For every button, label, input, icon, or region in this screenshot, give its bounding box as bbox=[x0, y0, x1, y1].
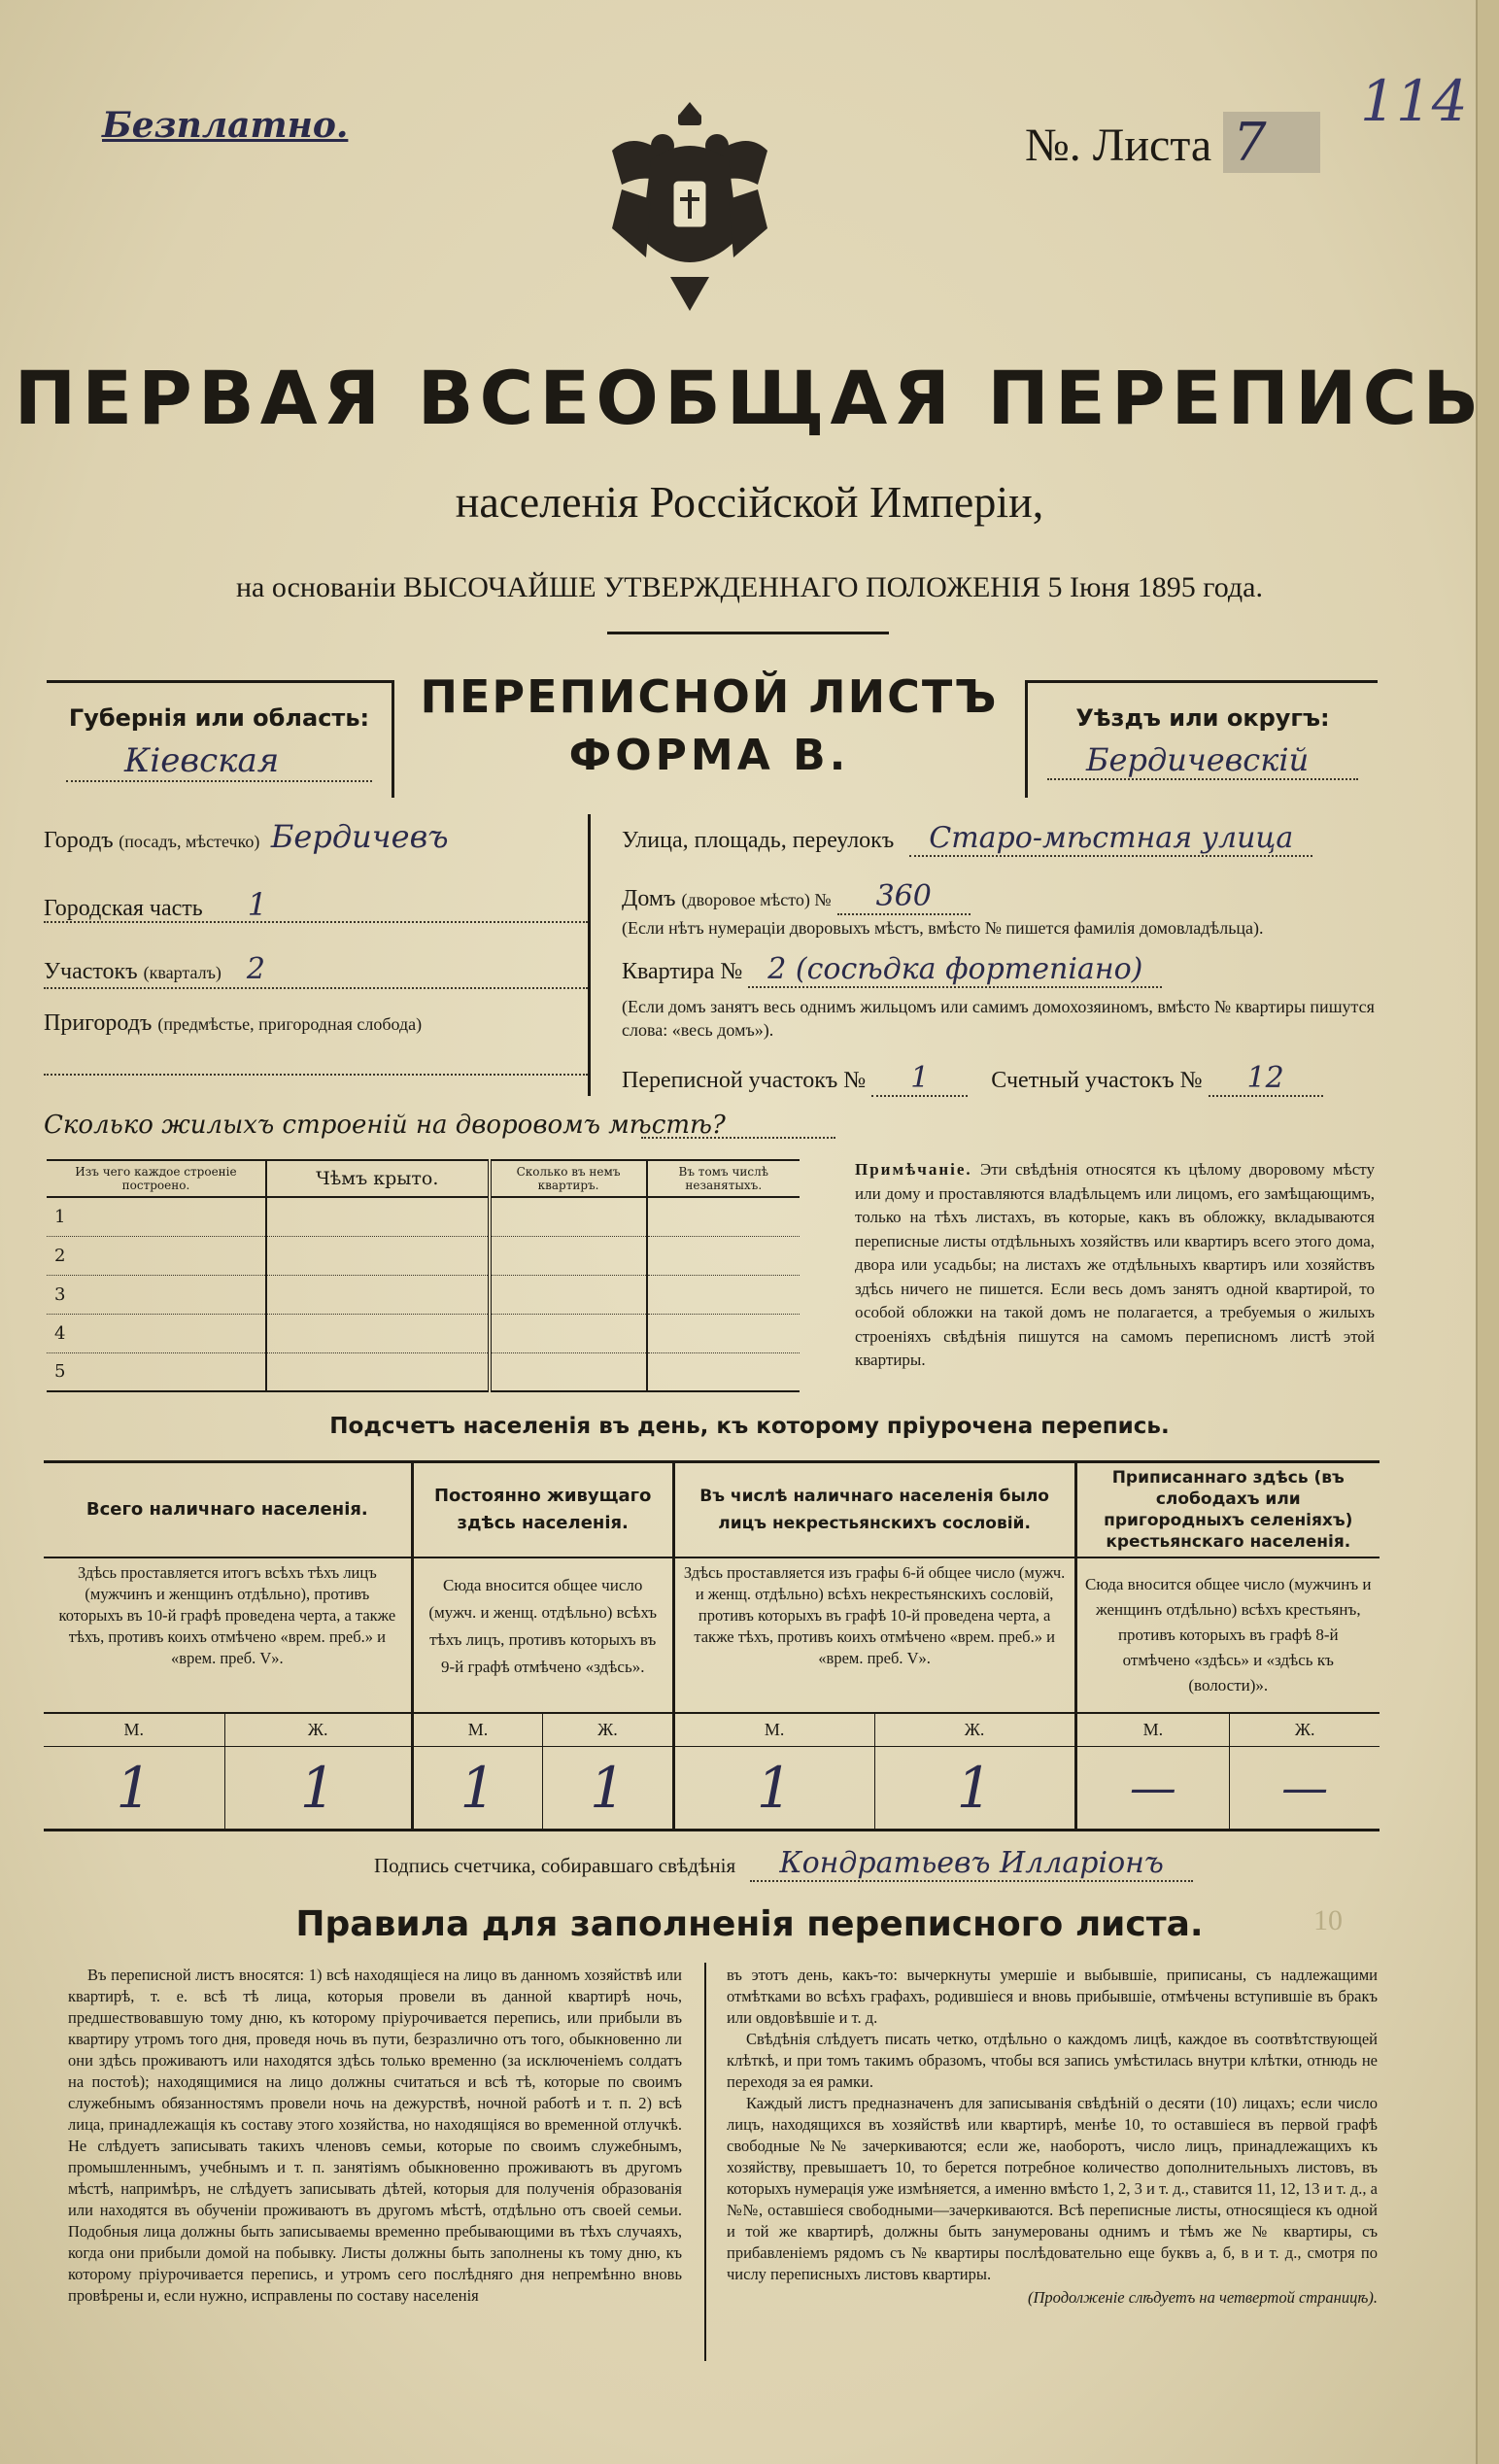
street-label: Улица, площадь, переулокъ bbox=[622, 828, 895, 853]
house-value: 360 bbox=[837, 879, 971, 915]
census-area-value: 1 bbox=[871, 1061, 968, 1097]
buildings-col-vacant: Въ томъ числѣ незанятыхъ. bbox=[647, 1160, 801, 1197]
buildings-row bbox=[47, 1352, 800, 1391]
buildings-table bbox=[47, 1159, 800, 1392]
suburb-hint: (предмѣстье, пригородная слобода) bbox=[157, 1014, 423, 1034]
count-total-z: 1 bbox=[224, 1746, 412, 1830]
count-area-value: 12 bbox=[1209, 1061, 1323, 1097]
count-title: Подсчетъ населенія въ день, къ которому пріурочена перепись. bbox=[329, 1414, 1170, 1439]
count-area-label: Счетный участокъ № bbox=[991, 1068, 1203, 1093]
uezd-label: Уѣздъ или округъ: bbox=[1075, 704, 1330, 732]
count-col-total-head: Всего наличнаго населенія. bbox=[44, 1462, 412, 1558]
count-table bbox=[44, 1460, 1380, 1831]
count-z-label: Ж. bbox=[1230, 1713, 1380, 1746]
address-divider bbox=[588, 814, 591, 1096]
count-m-label: М. bbox=[412, 1713, 542, 1746]
rules-right-part-2: Свѣдѣнія слѣдуетъ писать четко, отдѣльно о каждомъ лицѣ, каждое въ соотвѣтствующей клѣткѣ, и при томъ такимъ образомъ, чтобы вся запись умѣстилась внутри клѣтки, отнюдь не переходя за ея рамки. bbox=[727, 2030, 1378, 2091]
apt-note: (Если домъ занятъ весь однимъ жильцомъ или самимъ домохозяиномъ, вмѣсто № квартиры пишутся слова: «весь домъ»). bbox=[622, 997, 1375, 1040]
count-m-label: М. bbox=[44, 1713, 224, 1746]
count-head-row bbox=[44, 1462, 1380, 1558]
count-col-peasant-desc: Сюда вносится общее число (мужчинъ и женщинъ отдѣльно) всѣхъ крестьянъ, противъ которыхъ въ графѣ 8-й отмѣчено «здѣсь» и «здѣсь къ (волости)». bbox=[1075, 1557, 1380, 1713]
buildings-col-material: Изъ чего каждое строеніе построено. bbox=[47, 1160, 266, 1197]
count-col-permanent-head: Постоянно живущаго здѣсь населенія. bbox=[412, 1462, 673, 1558]
part-row bbox=[44, 886, 267, 923]
gubernia-label: Губернія или область: bbox=[68, 704, 370, 732]
count-col-nonpeasant-head: Въ числѣ наличнаго населенія было лицъ некрестьянскихъ сословій. bbox=[673, 1462, 1075, 1558]
rules-right-part-1: въ этотъ день, какъ-то: вычеркнуты умершіе и выбывшіе, приписаны, съ надлежащими отмѣтками во всѣхъ графахъ, родившіеся и вновь прибывшіе, отмѣчены вступившіе въ бракъ или овдовѣвшіе и т. д. bbox=[727, 1966, 1378, 2027]
buildings-row-number: 5 bbox=[47, 1352, 266, 1391]
free-label: Безплатно. bbox=[102, 105, 349, 146]
corner-number: 114 bbox=[1360, 68, 1468, 134]
buildings-row bbox=[47, 1197, 800, 1236]
suburb-label: Пригородъ bbox=[44, 1010, 153, 1036]
suburb-row bbox=[44, 1010, 422, 1037]
city-row bbox=[44, 818, 573, 855]
street-value: Старо-мѣстная улица bbox=[909, 821, 1312, 857]
buildings-row bbox=[47, 1275, 800, 1314]
rules-divider bbox=[704, 1963, 706, 2361]
buildings-note bbox=[855, 1158, 1375, 1373]
gubernia-box bbox=[47, 680, 394, 798]
buildings-col-flats: Сколько въ немъ квартиръ. bbox=[490, 1160, 647, 1197]
buildings-row bbox=[47, 1314, 800, 1352]
sheet-number-value: 7 bbox=[1223, 112, 1320, 173]
count-values-row bbox=[44, 1746, 1380, 1830]
buildings-col-roof: Чѣмъ крыто. bbox=[266, 1160, 490, 1197]
buildings-header-row bbox=[47, 1160, 800, 1197]
bleed-page-mark: 10 bbox=[1313, 1904, 1343, 1936]
buildings-row-number: 3 bbox=[47, 1275, 266, 1314]
census-area-row bbox=[622, 1061, 1323, 1095]
count-permanent-m: 1 bbox=[412, 1746, 542, 1830]
city-hint: (посадъ, мѣстечко) bbox=[119, 832, 260, 851]
buildings-row bbox=[47, 1236, 800, 1275]
apt-row bbox=[622, 952, 1162, 986]
title-rule bbox=[607, 632, 889, 634]
buildings-row-number: 4 bbox=[47, 1314, 266, 1352]
count-col-total-desc: Здѣсь проставляется итогъ всѣхъ тѣхъ лицъ (мужчинъ и женщинъ отдѣльно), противъ которыхъ въ 10-й графѣ проведена черта, а также тѣхъ, противъ коихъ отмѣчено «врем. преб.» и «врем. преб. V». bbox=[44, 1557, 412, 1713]
buildings-row-number: 2 bbox=[47, 1236, 266, 1275]
district-hint: (кварталъ) bbox=[143, 963, 221, 982]
count-sex-row bbox=[44, 1713, 1380, 1746]
rules-right-column bbox=[727, 1965, 1378, 2309]
gubernia-value: Кіевская bbox=[66, 741, 372, 782]
signature-row bbox=[374, 1846, 1193, 1880]
note-text: Эти свѣдѣнія относятся къ цѣлому дворовому мѣсту или дому и проставляются владѣльцемъ или лицомъ, его замѣщающимъ, только на тѣхъ листахъ, въ которые, какъ въ обложку, вкладываются переписные листы отдѣльныхъ хозяйствъ или квартиръ всего этого дома, двора или усадьбы; на листахъ же отдѣльныхъ квартиръ или хозяйствъ здѣсь ничего не пишется. Если весь домъ занятъ одной квартирой, то особой обложки на такой домъ не полагается, а требуемыя о жилыхъ строеніяхъ свѣдѣнія пишутся на самомъ переписномъ листѣ этой квартиры. bbox=[855, 1160, 1376, 1369]
count-z-label: Ж. bbox=[224, 1713, 412, 1746]
buildings-question: Сколько жилыхъ строеній на дворовомъ мѣстѣ? bbox=[44, 1111, 726, 1140]
signature-label: Подпись счетчика, собиравшаго свѣдѣнія bbox=[374, 1854, 736, 1877]
district-label: Участокъ bbox=[44, 959, 138, 984]
rules-continued: (Продолженіе слѣдуетъ на четвертой страницѣ). bbox=[1028, 2288, 1378, 2307]
count-z-label: Ж. bbox=[874, 1713, 1075, 1746]
sheet-label-text: №. Листа bbox=[1025, 120, 1212, 171]
signature-value: Кондратьевъ Илларіонъ bbox=[750, 1846, 1193, 1882]
count-desc-row bbox=[44, 1557, 1380, 1713]
count-peasant-z: — bbox=[1230, 1746, 1380, 1830]
rules-title: Правила для заполненія переписного листа. bbox=[295, 1904, 1204, 1944]
census-title: ПЕРВАЯ ВСЕОБЩАЯ ПЕРЕПИСЬ bbox=[14, 355, 1485, 441]
count-m-label: М. bbox=[1075, 1713, 1230, 1746]
sheet-number-label bbox=[1025, 112, 1320, 173]
note-label: Примѣчаніе. bbox=[855, 1160, 972, 1179]
rules-right-part-3: Каждый листъ предназначенъ для записыванія свѣдѣній о десяти (10) лицахъ; если число лицъ, находящихся въ хозяйствѣ или квартирѣ, менѣе 10, то оставшіеся въ первой графѣ свободные №№ зачеркиваются; если же, наоборотъ, число лицъ, принадлежащихъ къ хозяйству, превышаетъ 10, то берется потребное количество дополнительныхъ листовъ, въ которыхъ нумерація уже измѣняется, а именно вмѣсто 1, 2, 3 и т. д., ставится 11, 12, 13 и т. д., а №№, оставшіеся свободными—зачеркиваются. Всѣ переписные листы, относящіеся къ одной и той же квартирѣ, должны быть занумерованы однимъ и тѣмъ же № квартиры, съ прибавленіемъ рядомъ съ № квартиры послѣдовательно еще буквъ а, б, в и т. д., смотря по числу переписныхъ листовъ квартиры. bbox=[727, 2094, 1378, 2283]
uezd-box bbox=[1025, 680, 1378, 798]
form-name: ПЕРЕПИСНОЙ ЛИСТЪ bbox=[420, 670, 999, 723]
count-col-nonpeasant-desc: Здѣсь проставляется изъ графы 6-й общее число (мужч. и женщ. отдѣльно) всѣхъ некрестьянскихъ сословій, противъ которыхъ въ графѣ 10-й проведена черта, а также тѣхъ, противъ коихъ отмѣчено «врем. преб.» и «врем. преб. V». bbox=[673, 1557, 1075, 1713]
apt-label: Квартира № bbox=[622, 959, 743, 984]
count-total-m: 1 bbox=[44, 1746, 224, 1830]
count-col-permanent-desc: Сюда вносится общее число (мужч. и женщ. отдѣльно) всѣхъ тѣхъ лицъ, противъ которыхъ въ 9-й графѣ отмѣчено «здѣсь». bbox=[412, 1557, 673, 1713]
house-hint: (дворовое мѣсто) № bbox=[681, 890, 832, 909]
house-row bbox=[622, 879, 971, 913]
city-value: Бердичевъ bbox=[270, 818, 449, 855]
district-row bbox=[44, 952, 265, 986]
part-value: 1 bbox=[247, 886, 268, 923]
count-peasant-m: — bbox=[1075, 1746, 1230, 1830]
rules-left-column: Въ переписной листъ вносятся: 1) всѣ находящіеся на лицо въ данномъ хозяйствѣ или квартирѣ, т. е. всѣ тѣ лица, которыя провели въ данной квартирѣ ночь, предшествовавшую тому дню, къ которому пріурочивается перепись, или прибыли въ квартиру утромъ того дня, проведя ночь въ пути, безразлично отъ того, обыкновенно ли они здѣсь проживаютъ или находятся здѣсь только временно (за исключеніемъ солдатъ на постоѣ); находящимися на лицо должны считаться и всѣ тѣ, которые по своимъ служебнымъ обязанностямъ провели ночь на дежурствѣ, ночной работѣ и т. п. 2) всѣ лица, принадлежащія къ составу этого хозяйства, но находящіяся во временной отлучкѣ. Не слѣдуетъ записывать такихъ членовъ семьи, которые по своимъ служебнымъ, промышленнымъ, учебнымъ и т. п. занятіямъ обыкновенно проживаютъ въ другомъ мѣстѣ, напримѣръ, не слѣдуетъ записывать дѣтей, которыя для полученія образованія или находятся въ обученіи проживаютъ въ другомъ мѣстѣ, отдѣльно отъ своей семьи. Подобныя лица должны быть записываемы временно пребывающими въ тѣхъ случаяхъ, когда они прибыли домой на побывку. Листы должны быть заполнены къ тому дню, къ которому пріурочивается перепись, и утромъ сего послѣдняго дня непремѣнно вновь провѣрены и, если нужно, исправлены по составу населенія bbox=[68, 1966, 682, 2305]
census-area-label: Переписной участокъ № bbox=[622, 1068, 867, 1093]
count-nonpeasant-z: 1 bbox=[874, 1746, 1075, 1830]
buildings-row-number: 1 bbox=[47, 1197, 266, 1236]
part-label: Городская часть bbox=[44, 896, 203, 921]
street-row bbox=[622, 821, 1312, 855]
count-nonpeasant-m: 1 bbox=[673, 1746, 874, 1830]
district-value: 2 bbox=[246, 952, 265, 986]
house-label: Домъ bbox=[622, 886, 676, 911]
city-label: Городъ bbox=[44, 828, 114, 853]
count-col-peasant-head: Приписаннаго здѣсь (въ слободахъ или пригородныхъ селеніяхъ) крестьянскаго населенія. bbox=[1104, 1468, 1353, 1552]
apt-value: 2 (сосѣдка фортепіано) bbox=[748, 952, 1162, 988]
census-subtitle: населенія Россійской Имперіи, bbox=[455, 477, 1044, 527]
count-m-label: М. bbox=[673, 1713, 874, 1746]
count-z-label: Ж. bbox=[543, 1713, 673, 1746]
count-permanent-z: 1 bbox=[543, 1746, 673, 1830]
census-basis: на основаніи ВЫСОЧАЙШЕ УТВЕРЖДЕННАГО ПОЛОЖЕНІЯ 5 Іюня 1895 года. bbox=[236, 571, 1263, 603]
imperial-eagle-icon bbox=[593, 92, 787, 316]
form-type: ФОРМА В. bbox=[568, 731, 850, 780]
uezd-value: Бердичевскій bbox=[1047, 741, 1358, 780]
house-note: (Если нѣтъ нумераціи дворовыхъ мѣстъ, вмѣсто № пишется фамилія домовладѣльца). bbox=[622, 918, 1264, 938]
